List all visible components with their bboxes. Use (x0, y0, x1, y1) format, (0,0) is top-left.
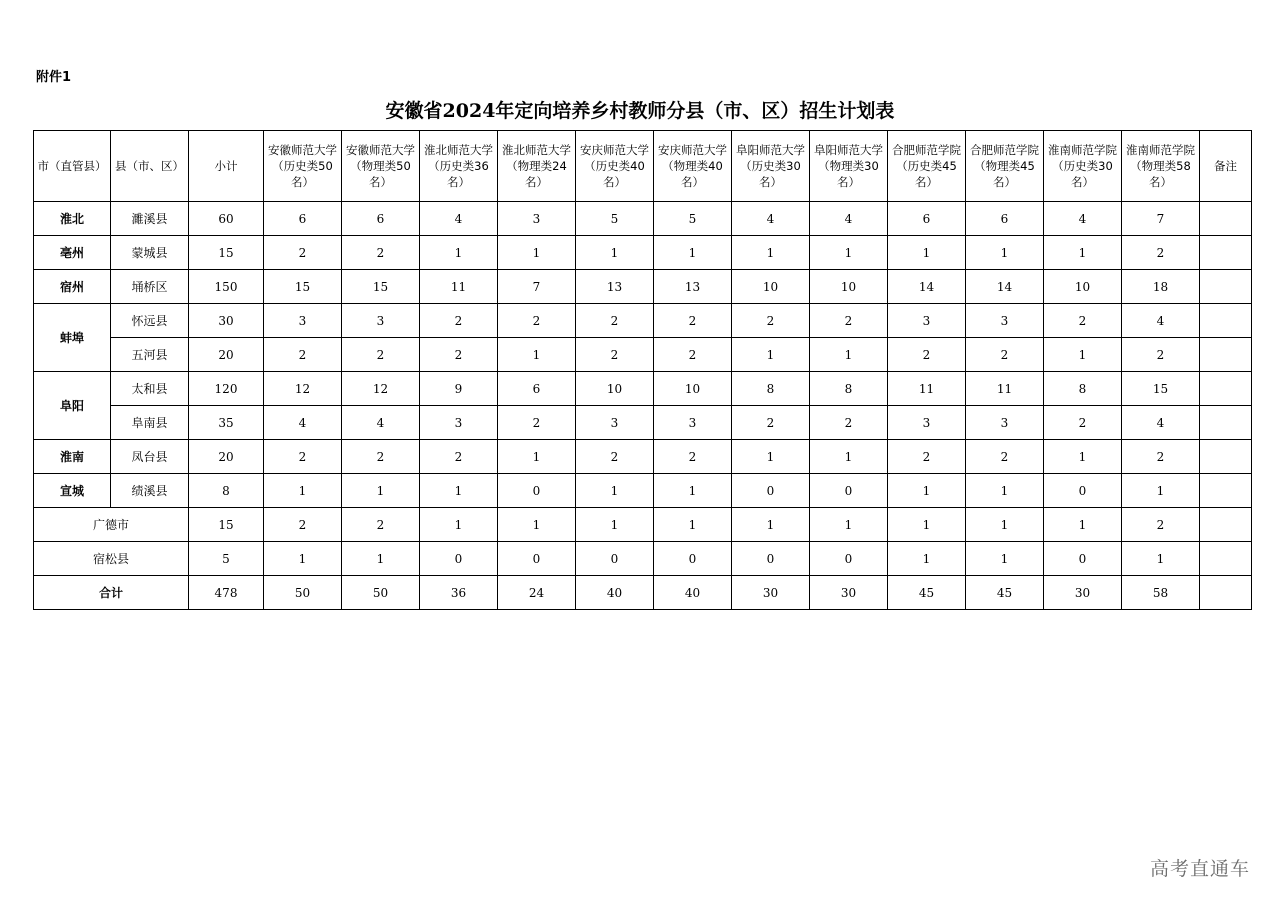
header-col-10: 合肥师范学院（物理类45名） (966, 131, 1044, 202)
table-row (34, 202, 1252, 236)
value-cell: 3 (966, 304, 1044, 338)
table-row (34, 338, 1252, 372)
value-cell: 1 (342, 474, 420, 508)
value-cell: 2 (264, 338, 342, 372)
value-cell: 8 (1044, 372, 1122, 406)
county-cell: 阜南县 (111, 406, 189, 440)
value-cell: 10 (810, 270, 888, 304)
value-cell: 1 (810, 236, 888, 270)
value-cell: 2 (1122, 236, 1200, 270)
remark-cell (1200, 508, 1252, 542)
total-cell: 50 (342, 576, 420, 610)
value-cell: 1 (732, 508, 810, 542)
value-cell: 0 (654, 542, 732, 576)
value-cell: 1 (576, 236, 654, 270)
remark-cell (1200, 406, 1252, 440)
value-cell: 2 (264, 508, 342, 542)
total-row (34, 576, 1252, 610)
value-cell: 1 (810, 508, 888, 542)
header-col-6: 安庆师范大学（物理类40名） (654, 131, 732, 202)
header-col-9: 合肥师范学院（历史类45名） (888, 131, 966, 202)
value-cell: 1 (498, 236, 576, 270)
total-cell: 40 (576, 576, 654, 610)
value-cell: 3 (498, 202, 576, 236)
value-cell: 2 (342, 236, 420, 270)
header-subtotal: 小计 (189, 131, 264, 202)
value-cell: 15 (342, 270, 420, 304)
value-cell: 1 (420, 508, 498, 542)
value-cell: 5 (576, 202, 654, 236)
remark-cell (1200, 202, 1252, 236)
value-cell: 2 (654, 338, 732, 372)
header-col-7: 阜阳师范大学（历史类30名） (732, 131, 810, 202)
value-cell: 2 (264, 440, 342, 474)
value-cell: 0 (420, 542, 498, 576)
value-cell: 8 (732, 372, 810, 406)
table-row (34, 236, 1252, 270)
subtotal-cell: 60 (189, 202, 264, 236)
county-cell: 广德市 (34, 508, 189, 542)
value-cell: 7 (498, 270, 576, 304)
value-cell: 3 (342, 304, 420, 338)
subtotal-cell: 8 (189, 474, 264, 508)
value-cell: 15 (264, 270, 342, 304)
value-cell: 0 (1044, 474, 1122, 508)
value-cell: 1 (342, 542, 420, 576)
page-title: 安徽省2024年定向培养乡村教师分县（市、区）招生计划表 (385, 100, 895, 122)
value-cell: 10 (732, 270, 810, 304)
value-cell: 2 (1044, 304, 1122, 338)
value-cell: 2 (576, 440, 654, 474)
value-cell: 1 (1122, 542, 1200, 576)
value-cell: 1 (654, 236, 732, 270)
value-cell: 2 (342, 338, 420, 372)
value-cell: 2 (966, 440, 1044, 474)
header-col-4: 淮北师范大学（物理类24名） (498, 131, 576, 202)
enrollment-plan-table (33, 130, 1252, 610)
total-cell: 58 (1122, 576, 1200, 610)
header-county: 县（市、区） (111, 131, 189, 202)
value-cell: 2 (576, 304, 654, 338)
subtotal-cell: 15 (189, 236, 264, 270)
subtotal-cell: 35 (189, 406, 264, 440)
table-row (34, 474, 1252, 508)
value-cell: 4 (732, 202, 810, 236)
value-cell: 1 (498, 508, 576, 542)
city-cell: 淮北 (34, 202, 111, 236)
city-cell: 蚌埠 (34, 304, 111, 372)
value-cell: 9 (420, 372, 498, 406)
value-cell: 4 (342, 406, 420, 440)
value-cell: 6 (966, 202, 1044, 236)
value-cell: 2 (342, 440, 420, 474)
header-city: 市（直管县） (34, 131, 111, 202)
value-cell: 3 (420, 406, 498, 440)
value-cell: 0 (576, 542, 654, 576)
total-cell: 45 (966, 576, 1044, 610)
value-cell: 1 (888, 508, 966, 542)
value-cell: 1 (966, 508, 1044, 542)
value-cell: 2 (1122, 338, 1200, 372)
remark-cell (1200, 474, 1252, 508)
value-cell: 11 (966, 372, 1044, 406)
value-cell: 12 (264, 372, 342, 406)
value-cell: 1 (1044, 338, 1122, 372)
city-cell: 宿州 (34, 270, 111, 304)
city-cell: 宣城 (34, 474, 111, 508)
value-cell: 2 (420, 440, 498, 474)
table-header-row (34, 131, 1252, 202)
value-cell: 2 (888, 440, 966, 474)
value-cell: 1 (264, 474, 342, 508)
subtotal-cell: 30 (189, 304, 264, 338)
value-cell: 2 (1122, 508, 1200, 542)
county-cell: 怀远县 (111, 304, 189, 338)
value-cell: 10 (576, 372, 654, 406)
value-cell: 5 (654, 202, 732, 236)
value-cell: 1 (654, 474, 732, 508)
header-remark: 备注 (1200, 131, 1252, 202)
value-cell: 1 (264, 542, 342, 576)
county-cell: 绩溪县 (111, 474, 189, 508)
value-cell: 1 (1044, 440, 1122, 474)
value-cell: 14 (888, 270, 966, 304)
remark-cell (1200, 338, 1252, 372)
value-cell: 6 (342, 202, 420, 236)
value-cell: 1 (966, 474, 1044, 508)
value-cell: 1 (888, 236, 966, 270)
value-cell: 7 (1122, 202, 1200, 236)
remark-cell (1200, 440, 1252, 474)
value-cell: 1 (576, 508, 654, 542)
value-cell: 2 (498, 406, 576, 440)
value-cell: 13 (576, 270, 654, 304)
value-cell: 0 (810, 474, 888, 508)
city-cell: 淮南 (34, 440, 111, 474)
value-cell: 4 (1044, 202, 1122, 236)
value-cell: 2 (888, 338, 966, 372)
value-cell: 4 (1122, 304, 1200, 338)
total-cell: 40 (654, 576, 732, 610)
value-cell: 1 (1122, 474, 1200, 508)
value-cell: 2 (576, 338, 654, 372)
remark-cell (1200, 542, 1252, 576)
subtotal-cell: 150 (189, 270, 264, 304)
value-cell: 6 (888, 202, 966, 236)
header-col-11: 淮南师范学院（历史类30名） (1044, 131, 1122, 202)
value-cell: 2 (654, 304, 732, 338)
value-cell: 0 (732, 474, 810, 508)
value-cell: 13 (654, 270, 732, 304)
value-cell: 4 (420, 202, 498, 236)
value-cell: 2 (810, 406, 888, 440)
value-cell: 11 (420, 270, 498, 304)
header-col-5: 安庆师范大学（历史类40名） (576, 131, 654, 202)
value-cell: 15 (1122, 372, 1200, 406)
value-cell: 3 (888, 304, 966, 338)
value-cell: 3 (654, 406, 732, 440)
subtotal-cell: 5 (189, 542, 264, 576)
remark-cell (1200, 372, 1252, 406)
table-row (34, 542, 1252, 576)
subtotal-cell: 20 (189, 440, 264, 474)
value-cell: 1 (420, 236, 498, 270)
county-cell: 濉溪县 (111, 202, 189, 236)
value-cell: 1 (654, 508, 732, 542)
value-cell: 3 (966, 406, 1044, 440)
value-cell: 2 (810, 304, 888, 338)
value-cell: 1 (810, 440, 888, 474)
value-cell: 4 (264, 406, 342, 440)
value-cell: 18 (1122, 270, 1200, 304)
value-cell: 1 (810, 338, 888, 372)
header-col-1: 安徽师范大学（历史类50名） (264, 131, 342, 202)
total-cell: 36 (420, 576, 498, 610)
value-cell: 1 (966, 542, 1044, 576)
value-cell: 2 (342, 508, 420, 542)
value-cell: 0 (732, 542, 810, 576)
value-cell: 12 (342, 372, 420, 406)
subtotal-cell: 120 (189, 372, 264, 406)
value-cell: 1 (966, 236, 1044, 270)
value-cell: 2 (420, 338, 498, 372)
table-row (34, 440, 1252, 474)
value-cell: 1 (888, 542, 966, 576)
total-label: 合计 (34, 576, 189, 610)
table-row (34, 508, 1252, 542)
county-cell: 宿松县 (34, 542, 189, 576)
county-cell: 埇桥区 (111, 270, 189, 304)
header-col-2: 安徽师范大学（物理类50名） (342, 131, 420, 202)
value-cell: 2 (420, 304, 498, 338)
subtotal-cell: 20 (189, 338, 264, 372)
value-cell: 3 (576, 406, 654, 440)
table-row (34, 372, 1252, 406)
city-cell: 亳州 (34, 236, 111, 270)
value-cell: 0 (810, 542, 888, 576)
total-cell: 50 (264, 576, 342, 610)
city-cell: 阜阳 (34, 372, 111, 440)
value-cell: 14 (966, 270, 1044, 304)
value-cell: 1 (1044, 508, 1122, 542)
subtotal-cell: 15 (189, 508, 264, 542)
value-cell: 2 (264, 236, 342, 270)
value-cell: 1 (888, 474, 966, 508)
total-cell: 24 (498, 576, 576, 610)
header-col-8: 阜阳师范大学（物理类30名） (810, 131, 888, 202)
value-cell: 1 (420, 474, 498, 508)
value-cell: 11 (888, 372, 966, 406)
value-cell: 6 (264, 202, 342, 236)
table-row (34, 270, 1252, 304)
value-cell: 1 (498, 440, 576, 474)
remark-cell (1200, 236, 1252, 270)
value-cell: 1 (576, 474, 654, 508)
value-cell: 1 (732, 440, 810, 474)
remark-cell (1200, 270, 1252, 304)
total-subtotal-cell: 478 (189, 576, 264, 610)
header-col-3: 淮北师范大学（历史类36名） (420, 131, 498, 202)
value-cell: 4 (1122, 406, 1200, 440)
value-cell: 2 (966, 338, 1044, 372)
value-cell: 0 (498, 474, 576, 508)
value-cell: 1 (1044, 236, 1122, 270)
value-cell: 1 (498, 338, 576, 372)
attachment-label: 附件1 (36, 70, 72, 85)
value-cell: 3 (888, 406, 966, 440)
value-cell: 0 (498, 542, 576, 576)
total-cell: 30 (1044, 576, 1122, 610)
table-row (34, 304, 1252, 338)
watermark-text: 高考直通车 (1149, 858, 1250, 880)
value-cell: 8 (810, 372, 888, 406)
value-cell: 1 (732, 236, 810, 270)
header-col-12: 淮南师范学院（物理类58名） (1122, 131, 1200, 202)
total-cell: 30 (732, 576, 810, 610)
value-cell: 3 (264, 304, 342, 338)
county-cell: 蒙城县 (111, 236, 189, 270)
total-cell: 30 (810, 576, 888, 610)
county-cell: 太和县 (111, 372, 189, 406)
value-cell: 4 (810, 202, 888, 236)
remark-cell (1200, 576, 1252, 610)
value-cell: 1 (732, 338, 810, 372)
total-cell: 45 (888, 576, 966, 610)
value-cell: 2 (498, 304, 576, 338)
value-cell: 2 (732, 304, 810, 338)
value-cell: 2 (654, 440, 732, 474)
value-cell: 10 (1044, 270, 1122, 304)
value-cell: 2 (732, 406, 810, 440)
value-cell: 2 (1122, 440, 1200, 474)
county-cell: 凤台县 (111, 440, 189, 474)
remark-cell (1200, 304, 1252, 338)
value-cell: 0 (1044, 542, 1122, 576)
table-row (34, 406, 1252, 440)
value-cell: 6 (498, 372, 576, 406)
value-cell: 2 (1044, 406, 1122, 440)
county-cell: 五河县 (111, 338, 189, 372)
value-cell: 10 (654, 372, 732, 406)
